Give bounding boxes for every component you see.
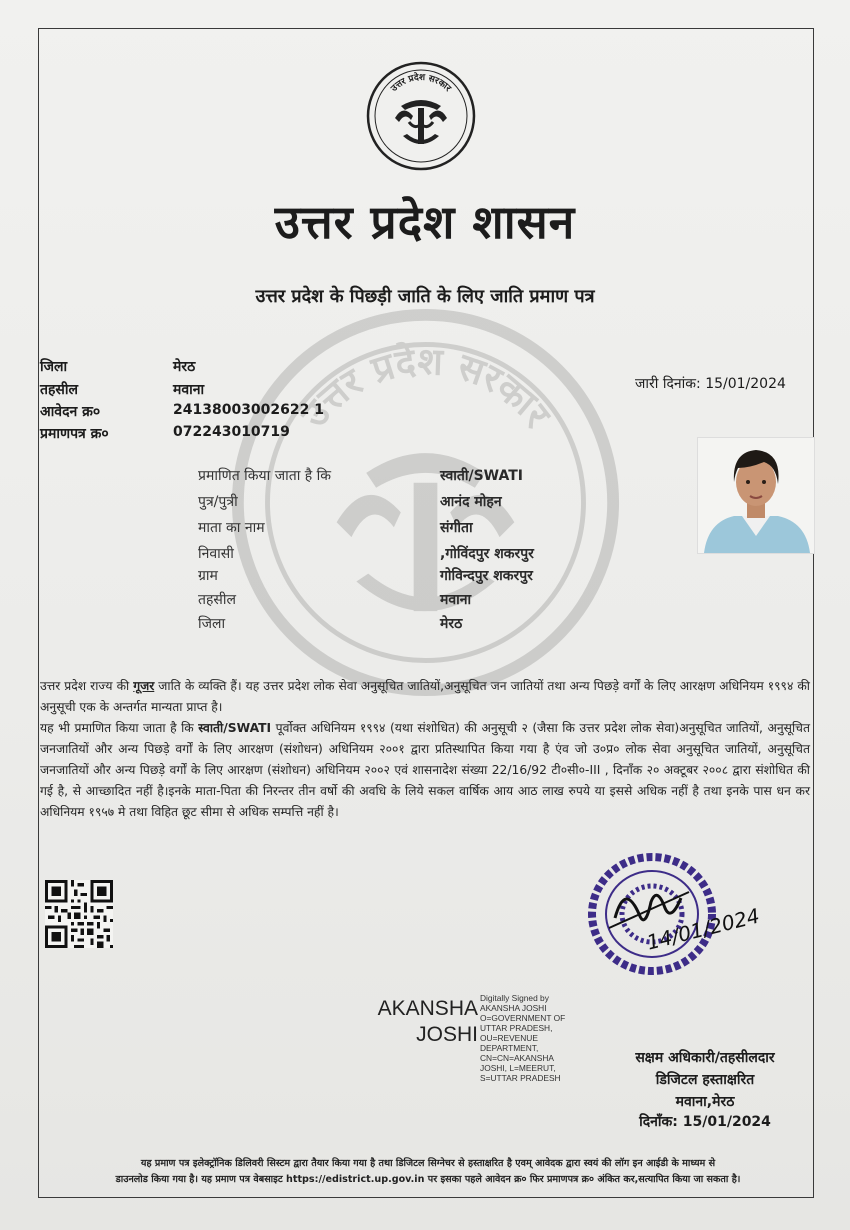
- emblem-text: उत्तर प्रदेश सरकार: [389, 72, 453, 94]
- sig-line: S=UTTAR PRADESH: [480, 1073, 561, 1083]
- field-mother-label: माता का नाम: [198, 520, 265, 536]
- qr-code: [45, 880, 113, 948]
- field-village-value: गोविन्दपुर शकरपुर: [440, 568, 533, 584]
- signer-first-name: AKANSHA: [377, 997, 478, 1020]
- svg-text:उत्तर प्रदेश सरकार: [389, 71, 453, 95]
- issue-date: जारी दिनांक: 15/01/2024: [635, 376, 786, 392]
- field-father-name: आनंद मोहन: [440, 494, 502, 510]
- field-resident-label: निवासी: [198, 546, 234, 562]
- field-district-label: जिला: [198, 616, 226, 632]
- officer-digital-sign: डिजिटल हस्ताक्षरित: [655, 1072, 755, 1088]
- applicant-photo: [697, 437, 815, 554]
- field-resident-value: ,गोविंदपुर शकरपुर: [440, 546, 534, 562]
- sig-line: JOSHI, L=MEERUT,: [480, 1063, 556, 1073]
- body-p2-start: यह भी प्रमाणित किया जाता है कि: [40, 721, 199, 735]
- certificate-title: उत्तर प्रदेश के पिछड़ी जाति के लिए जाति प्रमाण पत्र: [255, 286, 595, 307]
- digital-signature-details: [480, 993, 592, 1083]
- body-p1-end: जाति के व्यक्ति हैं। यह उत्तर प्रदेश लोक सेवा अनुसूचित जातियों,अनुसूचित जन जातियों तथा अन्य पिछड़े वर्गों के लिए आरक्षण अधिनियम १९९४ की अनुसूची एक के अन्तर्गत मान्यता प्राप्त है।: [40, 679, 810, 714]
- caste-name: गूजर: [133, 679, 155, 693]
- sig-line: UTTAR PRADESH,: [480, 1023, 553, 1033]
- watermark-text: उत्तर प्रदेश सरकार: [291, 338, 560, 436]
- government-title: उत्तर प्रदेश शासन: [274, 195, 576, 249]
- sig-line: O=GOVERNMENT OF: [480, 1013, 566, 1023]
- field-tehsil-value: मवाना: [440, 592, 472, 608]
- sig-line: AKANSHA JOSHI: [480, 1003, 547, 1013]
- watermark-emblem: [228, 305, 623, 700]
- certificate-number-label: प्रमाणपत्र क्र०: [40, 426, 109, 442]
- body-applicant-name: स्वाती/SWATI: [198, 721, 272, 735]
- up-govt-emblem: [365, 60, 477, 172]
- footer-line-1: यह प्रमाण पत्र इलेक्ट्रॉनिक डिलिवरी सिस्टम द्वारा तैयार किया गया है तथा डिजिटल सिग्नेचर से हस्ताक्षरित है एवम् आवेदक द्वारा स्वयं की लॉग इन आईडी के माध्यम से: [140, 1158, 716, 1169]
- sig-line: CN=CN=AKANSHA: [480, 1053, 555, 1063]
- officer-date: दिनाँक: 15/01/2024: [639, 1114, 771, 1130]
- sig-line: DEPARTMENT,: [480, 1043, 539, 1053]
- field-applicant-name: स्वाती/SWATI: [440, 468, 523, 484]
- application-number-value: 24138003002622 1: [173, 402, 324, 418]
- field-mother-name: संगीता: [440, 520, 473, 536]
- official-seal-stamp: [585, 852, 770, 984]
- officer-title: सक्षम अधिकारी/तहसीलदार: [635, 1050, 775, 1066]
- sig-line: OU=REVENUE: [480, 1033, 538, 1043]
- svg-text:उत्तर प्रदेश सरकार: [291, 339, 560, 437]
- district-value: मेरठ: [173, 359, 196, 375]
- field-tehsil-label: तहसील: [198, 592, 236, 608]
- body-p2-end: पूर्वोक्त अधिनियम १९९४ (यथा संशोधित) की अनुसूची २ (जैसा कि उत्तर प्रदेश लोक सेवा)अनुसूचित जातियों, अनुसूचित जनजातियों और अन्य पिछड़े वर्गों के लिए आरक्षण (संशोधन) अधिनियम २००१ द्वारा प्रतिस्थापित किया गया है एंव जो उ०प्र० लोक सेवा अनुसूचित जातियों, अनुसूचित जनजातियों और अन्य पिछड़े वर्गों के लिए आरक्षण (संशोधन) अधिनियम २००२ एवं शासनादेश संख्या 22/16/92 टी०सी०-III , दिनाँक २० अक्टूबर २००८ द्वारा संशोधित की गई है, से आच्छादित नहीं है।इनके माता-पिता की निरन्तर तीन वर्षो की अवधि के लिये सकल वार्षिक आय आठ लाख रुपये या इससे अधिक नहीं है तथा इनके पास धन कर अधिनियम १९५७ मे तथा विहित छूट सीमा से अधिक सम्पत्ति नहीं है।: [40, 721, 810, 819]
- field-district-value: मेरठ: [440, 616, 463, 632]
- sig-line: Digitally Signed by: [480, 993, 549, 1003]
- applicant-photo-figure: [698, 438, 814, 553]
- footer-line-2: डाउनलोड किया गया है। यह प्रमाण पत्र वेबसाइट https://edistrict.up.gov.in पर इसका पहले आवेदन क्र० फिर प्रमाणपत्र क्र० अंकित कर,सत्यापित किया जा सकता है।: [115, 1174, 741, 1185]
- signer-last-name: JOSHI: [416, 1023, 478, 1046]
- application-number-label: आवेदन क्र०: [40, 404, 101, 420]
- body-p1-start: उत्तर प्रदेश राज्य की: [40, 679, 134, 693]
- field-child-of-label: पुत्र/पुत्री: [198, 494, 238, 510]
- signer-name: [363, 996, 478, 1048]
- certificate-body: [40, 676, 810, 823]
- officer-location: मवाना,मेरठ: [675, 1094, 735, 1110]
- tehsil-value: मवाना: [173, 382, 205, 398]
- footer-note: [48, 1156, 808, 1188]
- certificate-number-value: 072243010719: [173, 424, 290, 440]
- field-certify-label: प्रमाणित किया जाता है कि: [198, 468, 332, 484]
- body-paragraph-2: [40, 718, 810, 823]
- body-paragraph-1: [40, 676, 810, 718]
- field-village-label: ग्राम: [198, 568, 218, 584]
- tehsil-label: तहसील: [40, 382, 78, 398]
- district-label: जिला: [40, 359, 68, 375]
- stamp-handwritten-date: 14/01/2024: [644, 903, 762, 955]
